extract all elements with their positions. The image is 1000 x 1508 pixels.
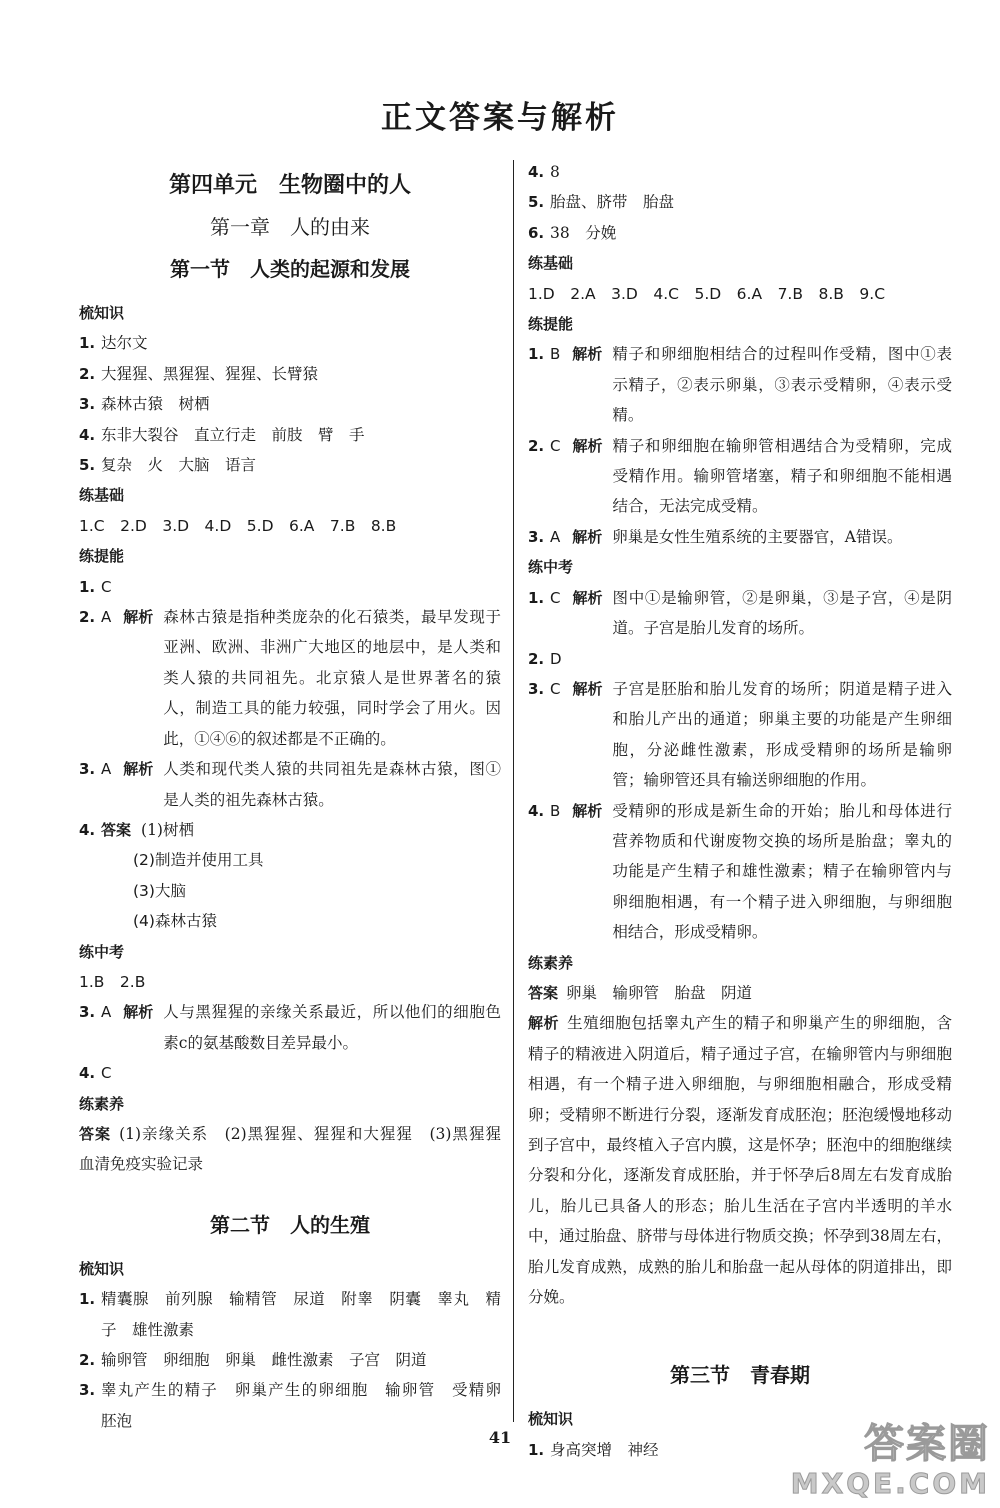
answer-item [79,572,501,602]
column-divider [513,160,514,1422]
answer-text: 8 [550,163,560,181]
answer-choice: A [101,608,112,627]
analysis-text: 精子和卵细胞在输卵管相遇结合为受精卵，完成受精作用。输卵管堵塞，精子和卵细胞不能相遇结合，无法完成受精。 [612,436,952,516]
answer-choice: C [550,588,561,607]
category-label: 练中考 [79,942,125,961]
answer-item [528,157,952,187]
section-heading: 第三节 青春期 [670,1363,810,1388]
analysis-tag: 解析 [572,801,603,820]
question-number: 1. [79,1290,96,1309]
answer-choice: C [101,1064,112,1083]
answer-item [79,420,501,450]
question-number: 5. [79,456,96,475]
answer-item [79,328,501,358]
section-heading: 第一节 人类的起源和发展 [170,257,410,281]
analysis-tag: 解析 [572,436,603,455]
answer-line: 1.C 2.D 3.D 4.D 5.D 6.A 7.B 8.B [79,516,397,535]
answer-item [528,522,952,552]
sub-answer: (4)森林古猿 [133,912,217,931]
analysis-text: 精子和卵细胞相结合的过程叫作受精，图中①表示精子，②表示卵巢，③表示受精卵，④表示受精。 [612,345,952,425]
analysis-tag: 解析 [528,1014,560,1033]
answer-line: 1.B 2.B [79,972,146,991]
answer-choice: C [550,679,561,698]
analysis-tag: 解析 [572,527,603,546]
answer-tag: 答案 [79,1124,112,1143]
answer-text: (1)树栖 [141,820,194,839]
question-number: 5. [528,193,545,212]
answer-choice: D [550,649,562,668]
question-number: 2. [79,608,96,627]
analysis-text: 生殖细胞包括睾丸产生的精子和卵巢产生的卵细胞，含精子的精液进入阴道后，精子通过子宫，在输卵管内与卵细胞相遇，有一个精子进入卵细胞，与卵细胞相融合，形成受精卵；受精卵不断进行分裂，逐渐发育成胚泡；胚泡缓慢地移动到子宫中，最终植入子宫内膜，这是怀孕；胚泡中的细胞继续分裂和分化，逐渐发育成胚胎，并于怀孕后8周左右发育成胎儿，胎儿已具备人的形态；胎儿生活在子宫内半透明的羊水中，通过胎盘、脐带与母体进行物质交换；怀孕到38周左右，胎儿发育成熟，成熟的胎儿和胎盘一起从母体的阴道排出，即分娩。 [528,1014,952,1307]
answer-item [528,644,952,674]
chapter-heading: 第一章 人的由来 [210,215,370,239]
answer-text: 卵巢 输卵管 胎盘 阴道 [566,983,753,1002]
answer-text: 复杂 火 大脑 语言 [101,456,257,475]
answer-item [79,602,501,754]
analysis-paragraph [528,1008,952,1312]
answer-text: 38 分娩 [550,223,617,242]
category-label: 练基础 [79,486,125,505]
answer-item [79,815,501,845]
answer-line: 1.D 2.A 3.D 4.C 5.D 6.A 7.B 8.B 9.C [528,284,886,303]
sub-answer: (2)制造并使用工具 [133,851,264,870]
question-number: 1. [528,588,545,607]
answer-choice: A [101,1003,112,1022]
answer-tag: 答案 [101,820,132,839]
question-number: 4. [528,801,545,820]
answer-item [79,450,501,480]
category-label: 梳知识 [528,1410,574,1429]
answer-item [528,187,952,217]
answer-text: 东非大裂谷 直立行走 前肢 臂 手 [101,425,365,444]
question-number: 4. [79,820,96,839]
category-label: 梳知识 [79,304,125,322]
question-number: 3. [528,679,545,698]
watermark-bottom: MXQE.COM [790,1467,990,1500]
answer-text: 胎盘、脐带 胎盘 [550,193,675,212]
question-number: 4. [528,163,545,181]
answer-item [79,359,501,389]
analysis-tag: 解析 [123,608,154,627]
left-column [79,170,517,1436]
question-number: 2. [79,1351,96,1369]
question-number: 1. [528,345,545,364]
category-label: 练基础 [528,254,574,273]
question-number: 2. [528,436,545,455]
answer-item [528,674,952,796]
answer-item [79,997,501,1058]
analysis-tag: 解析 [123,760,154,779]
answer-item [79,1345,501,1375]
question-number: 4. [79,425,96,444]
analysis-text: 卵巢是女性生殖系统的主要器官，A错误。 [612,527,903,546]
question-number: 6. [528,223,545,242]
category-label: 练提能 [528,315,574,334]
answer-text: 达尔文 [101,334,148,353]
answer-item [79,1284,501,1345]
right-column [528,157,952,1465]
answer-choice: C [550,436,561,455]
answer-text: 大猩猩、黑猩猩、猩猩、长臂猿 [101,364,319,383]
analysis-tag: 解析 [572,345,603,364]
answer-text: 输卵管 卵细胞 卵巢 雌性激素 子宫 阴道 [101,1351,427,1369]
analysis-tag: 解析 [572,679,603,698]
question-number: 3. [79,1381,96,1400]
analysis-text: 图中①是输卵管，②是卵巢，③是子宫，④是阴道。子宫是胎儿发育的场所。 [612,588,952,638]
analysis-text: 子宫是胚胎和胎儿发育的场所；阴道是精子进入和胎儿产出的通道；卵巢主要的功能是产生卵细胞，分泌雌性激素，形成受精卵的场所是输卵管；输卵管还具有输送卵细胞的作用。 [612,679,952,790]
sub-answer: (3)大脑 [133,881,186,900]
question-number: 3. [79,1003,96,1022]
answer-choice: C [101,577,112,596]
analysis-text: 森林古猿是指种类庞杂的化石猿类，最早发现于亚洲、欧洲、非洲广大地区的地层中，是人类和类人猿的共同祖先。北京猿人是世界著名的猿人，制造工具的能力较强，同时学会了用火。因此，①④⑥的叙述都是不正确的。 [163,608,501,748]
answer-text: 森林古猿 树栖 [101,395,210,414]
analysis-tag: 解析 [572,588,603,607]
category-label: 练素养 [79,1094,125,1113]
question-number: 1. [79,577,96,596]
answer-choice: B [550,801,561,820]
question-number: 4. [79,1064,96,1083]
page-title: 正文答案与解析 [381,100,619,136]
section-heading: 第二节 人的生殖 [210,1212,370,1237]
question-number: 3. [79,760,96,779]
answer-item [528,431,952,522]
question-number: 3. [79,395,96,414]
category-label: 练素养 [528,953,574,972]
question-number: 1. [528,1440,545,1459]
answer-item [79,1058,501,1088]
watermark-logo [790,1420,990,1504]
answer-item [528,218,952,248]
category-label: 梳知识 [79,1259,125,1278]
answer-paragraph [79,1119,517,1180]
analysis-text: 人类和现代类人猿的共同祖先是森林古猿，图①是人类的祖先森林古猿。 [163,760,501,809]
unit-heading: 第四单元 生物圈中的人 [168,173,411,198]
answer-item [79,389,501,419]
answer-item [79,754,501,815]
answer-item [528,339,952,430]
answer-text: 睾丸产生的精子 卵巢产生的卵细胞 输卵管 受精卵 胚泡 [101,1381,517,1430]
answer-choice: B [550,345,561,364]
answer-choice: A [550,527,561,546]
question-number: 2. [528,649,545,668]
question-number: 2. [79,364,96,383]
question-number: 3. [528,527,545,546]
answer-text: 精囊腺 前列腺 输精管 尿道 附睾 阴囊 睾丸 精子 雄性激素 [101,1290,501,1339]
answer-choice: A [101,760,112,779]
page-number: 41 [488,1428,512,1447]
analysis-text: 人与黑猩猩的亲缘关系最近，所以他们的细胞色素c的氨基酸数目差异最小。 [163,1003,501,1052]
answer-text: 身高突增 神经 [550,1440,659,1459]
category-label: 练提能 [79,547,125,566]
category-label: 练中考 [528,558,574,577]
answer-item [528,796,952,948]
answer-text: (1)亲缘关系 (2)黑猩猩、猩猩和大猩猩 (3)黑猩猩 血清免疫实验记录 [79,1124,517,1174]
watermark-top: 答案圈 [864,1421,990,1467]
analysis-text: 受精卵的形成是新生命的开始；胎儿和母体进行营养物质和代谢废物交换的场所是胎盘；睾丸的功能是产生精子和雄性激素；精子在输卵管内与卵细胞相遇，有一个精子进入卵细胞，与卵细胞相结合，形成受精卵。 [612,801,952,942]
answer-paragraph [528,978,952,1008]
analysis-tag: 解析 [123,1003,154,1022]
question-number: 1. [79,334,96,353]
answer-tag: 答案 [528,983,559,1002]
answer-item [528,583,952,644]
